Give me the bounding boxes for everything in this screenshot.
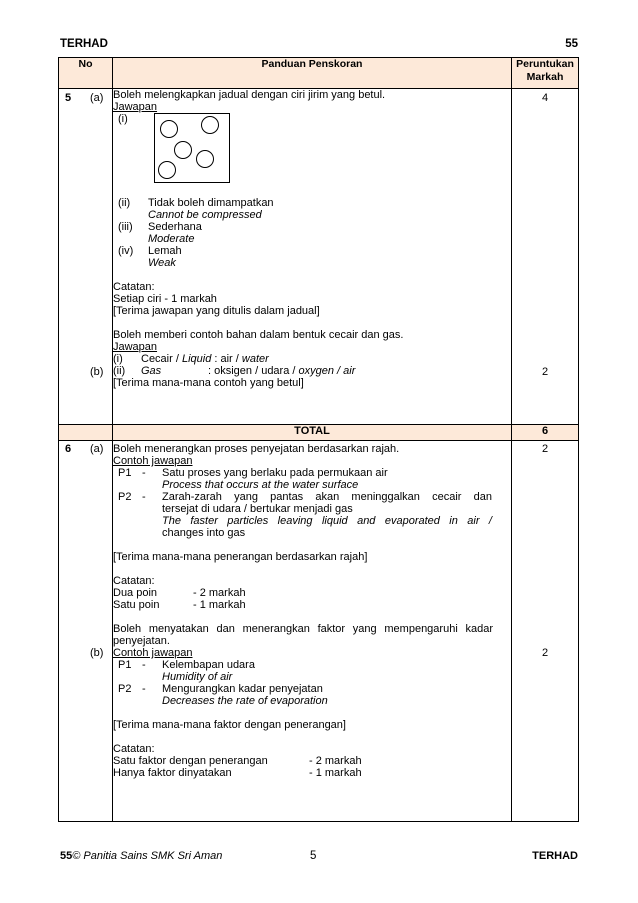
criteria-text: Boleh menyatakan dan menerangkan faktor yang mempengaruhi kadar	[113, 623, 493, 635]
header-guide: Panduan Penskoran	[113, 58, 512, 89]
particle-circle	[175, 142, 192, 159]
notes-heading: Catatan:	[113, 281, 155, 293]
marks-cell	[512, 441, 579, 822]
sub-question-label: (b)	[90, 647, 104, 659]
question-5-guide: Boleh melengkapkan jadual dengan ciri jirim yang betul. Jawapan (i) (ii) Tidak boleh dimampatkan Cannot be compressed (iii) Sederhana Moderate (iv) Lemah Weak Catatan: Setiap ciri - 1 markah [Terima jawapan yang ditulis dalam jadual] Boleh memberi contoh bahan dalam bentuk cecair dan gas. Jawapan (i) Cecair / Liquid : air / water (ii) Gas : oksigen / udara / oxygen / air [Terima mana-mana contoh yang betul]	[113, 89, 512, 425]
answer-heading: Jawapan	[113, 101, 158, 113]
criteria-text: Boleh menerangkan proses penyejatan berdasarkan rajah.	[113, 443, 400, 455]
footer-credit: © Panitia Sains SMK Sri Aman	[72, 850, 223, 862]
answer-ms: Lemah	[148, 245, 182, 257]
footer-classification: TERHAD	[532, 850, 578, 862]
page-header	[60, 38, 578, 50]
criteria-text: Boleh memberi contoh bahan dalam bentuk cecair dan gas.	[113, 329, 404, 341]
answer-en: Moderate	[148, 233, 195, 245]
sub-question-label: (b)	[90, 366, 104, 378]
answer-ms: Sederhana	[148, 221, 202, 233]
answer-ms: Tidak boleh dimampatkan	[148, 197, 274, 209]
item-number: (i)	[118, 113, 128, 125]
answer-heading: Jawapan	[113, 341, 158, 353]
answer-en: Weak	[148, 257, 176, 269]
header-classification: TERHAD	[60, 38, 108, 50]
solid-particles-figure	[113, 113, 511, 185]
marks-value: 2	[541, 366, 549, 378]
notes-heading: Catatan:	[113, 743, 155, 755]
total-label: TOTAL	[113, 425, 512, 441]
answer-heading: Contoh jawapan	[113, 647, 193, 659]
total-value: 6	[512, 425, 579, 441]
question-5-row	[59, 89, 579, 425]
marks-value: 2	[541, 647, 549, 659]
header-marks: Peruntukan Markah	[512, 58, 579, 89]
sub-question-label: (a)	[90, 92, 104, 104]
total-row	[59, 425, 579, 441]
marking-rule: [Terima jawapan yang ditulis dalam jadual]	[113, 305, 320, 317]
question-number: 6	[65, 443, 72, 455]
marking-rule: Setiap ciri - 1 markah	[113, 293, 217, 305]
particle-circle	[161, 121, 178, 138]
particle-circle	[202, 117, 219, 134]
table-header-row	[59, 58, 579, 89]
particle-diagram	[154, 113, 230, 184]
answer-heading: Contoh jawapan	[113, 455, 193, 467]
question-number: 5	[65, 92, 72, 104]
sub-question-label: (a)	[90, 443, 104, 455]
question-6-row	[59, 441, 579, 822]
particle-circle	[197, 151, 214, 168]
acceptance-note: [Terima mana-mana faktor dengan penerangan]	[113, 719, 346, 731]
acceptance-note: [Terima mana-mana penerangan berdasarkan rajah]	[113, 551, 368, 563]
acceptance-note: [Terima mana-mana contoh yang betul]	[113, 377, 304, 389]
question-6-guide: Boleh menerangkan proses penyejatan berdasarkan rajah. Contoh jawapan P1 - Satu proses yang berlaku pada permukaan air Process that occurs at the water surface P2 - Zarah-zarah yang pantas akan meninggalkan cecair dan tersejat di udara / bertukar menjadi gas The faster particles leaving liquid and evaporated in air / changes into gas [Terima mana-mana penerangan berdasarkan rajah] Catatan: Dua poin - 2 markah Satu poin - 1 markah Boleh menyatakan dan menerangkan faktor yang mempengaruhi kadar penyejatan. Contoh jawapan P1 - Kelembapan udara Humidity of air P2 - Mengurangkan kadar penyejatan Decreases the rate of evaporation [Terima mana-mana faktor dengan penerangan] Catatan: Satu faktor dengan penerangan - 2 markah Hanya faktor dinyatakan - 1 markah	[113, 441, 512, 822]
scoring-table	[58, 57, 579, 822]
footer-page-code: 55	[60, 850, 73, 862]
marks-cell	[512, 89, 579, 425]
footer-page-number: 5	[310, 850, 317, 862]
answer-en: Cannot be compressed	[148, 209, 262, 221]
header-no: No	[59, 58, 113, 89]
notes-heading: Catatan:	[113, 575, 155, 587]
marks-value: 4	[541, 92, 549, 104]
marks-value: 2	[541, 443, 549, 455]
criteria-text: Boleh melengkapkan jadual dengan ciri jirim yang betul.	[113, 89, 386, 101]
particle-circle	[159, 162, 176, 179]
header-page-code: 55	[565, 38, 578, 50]
